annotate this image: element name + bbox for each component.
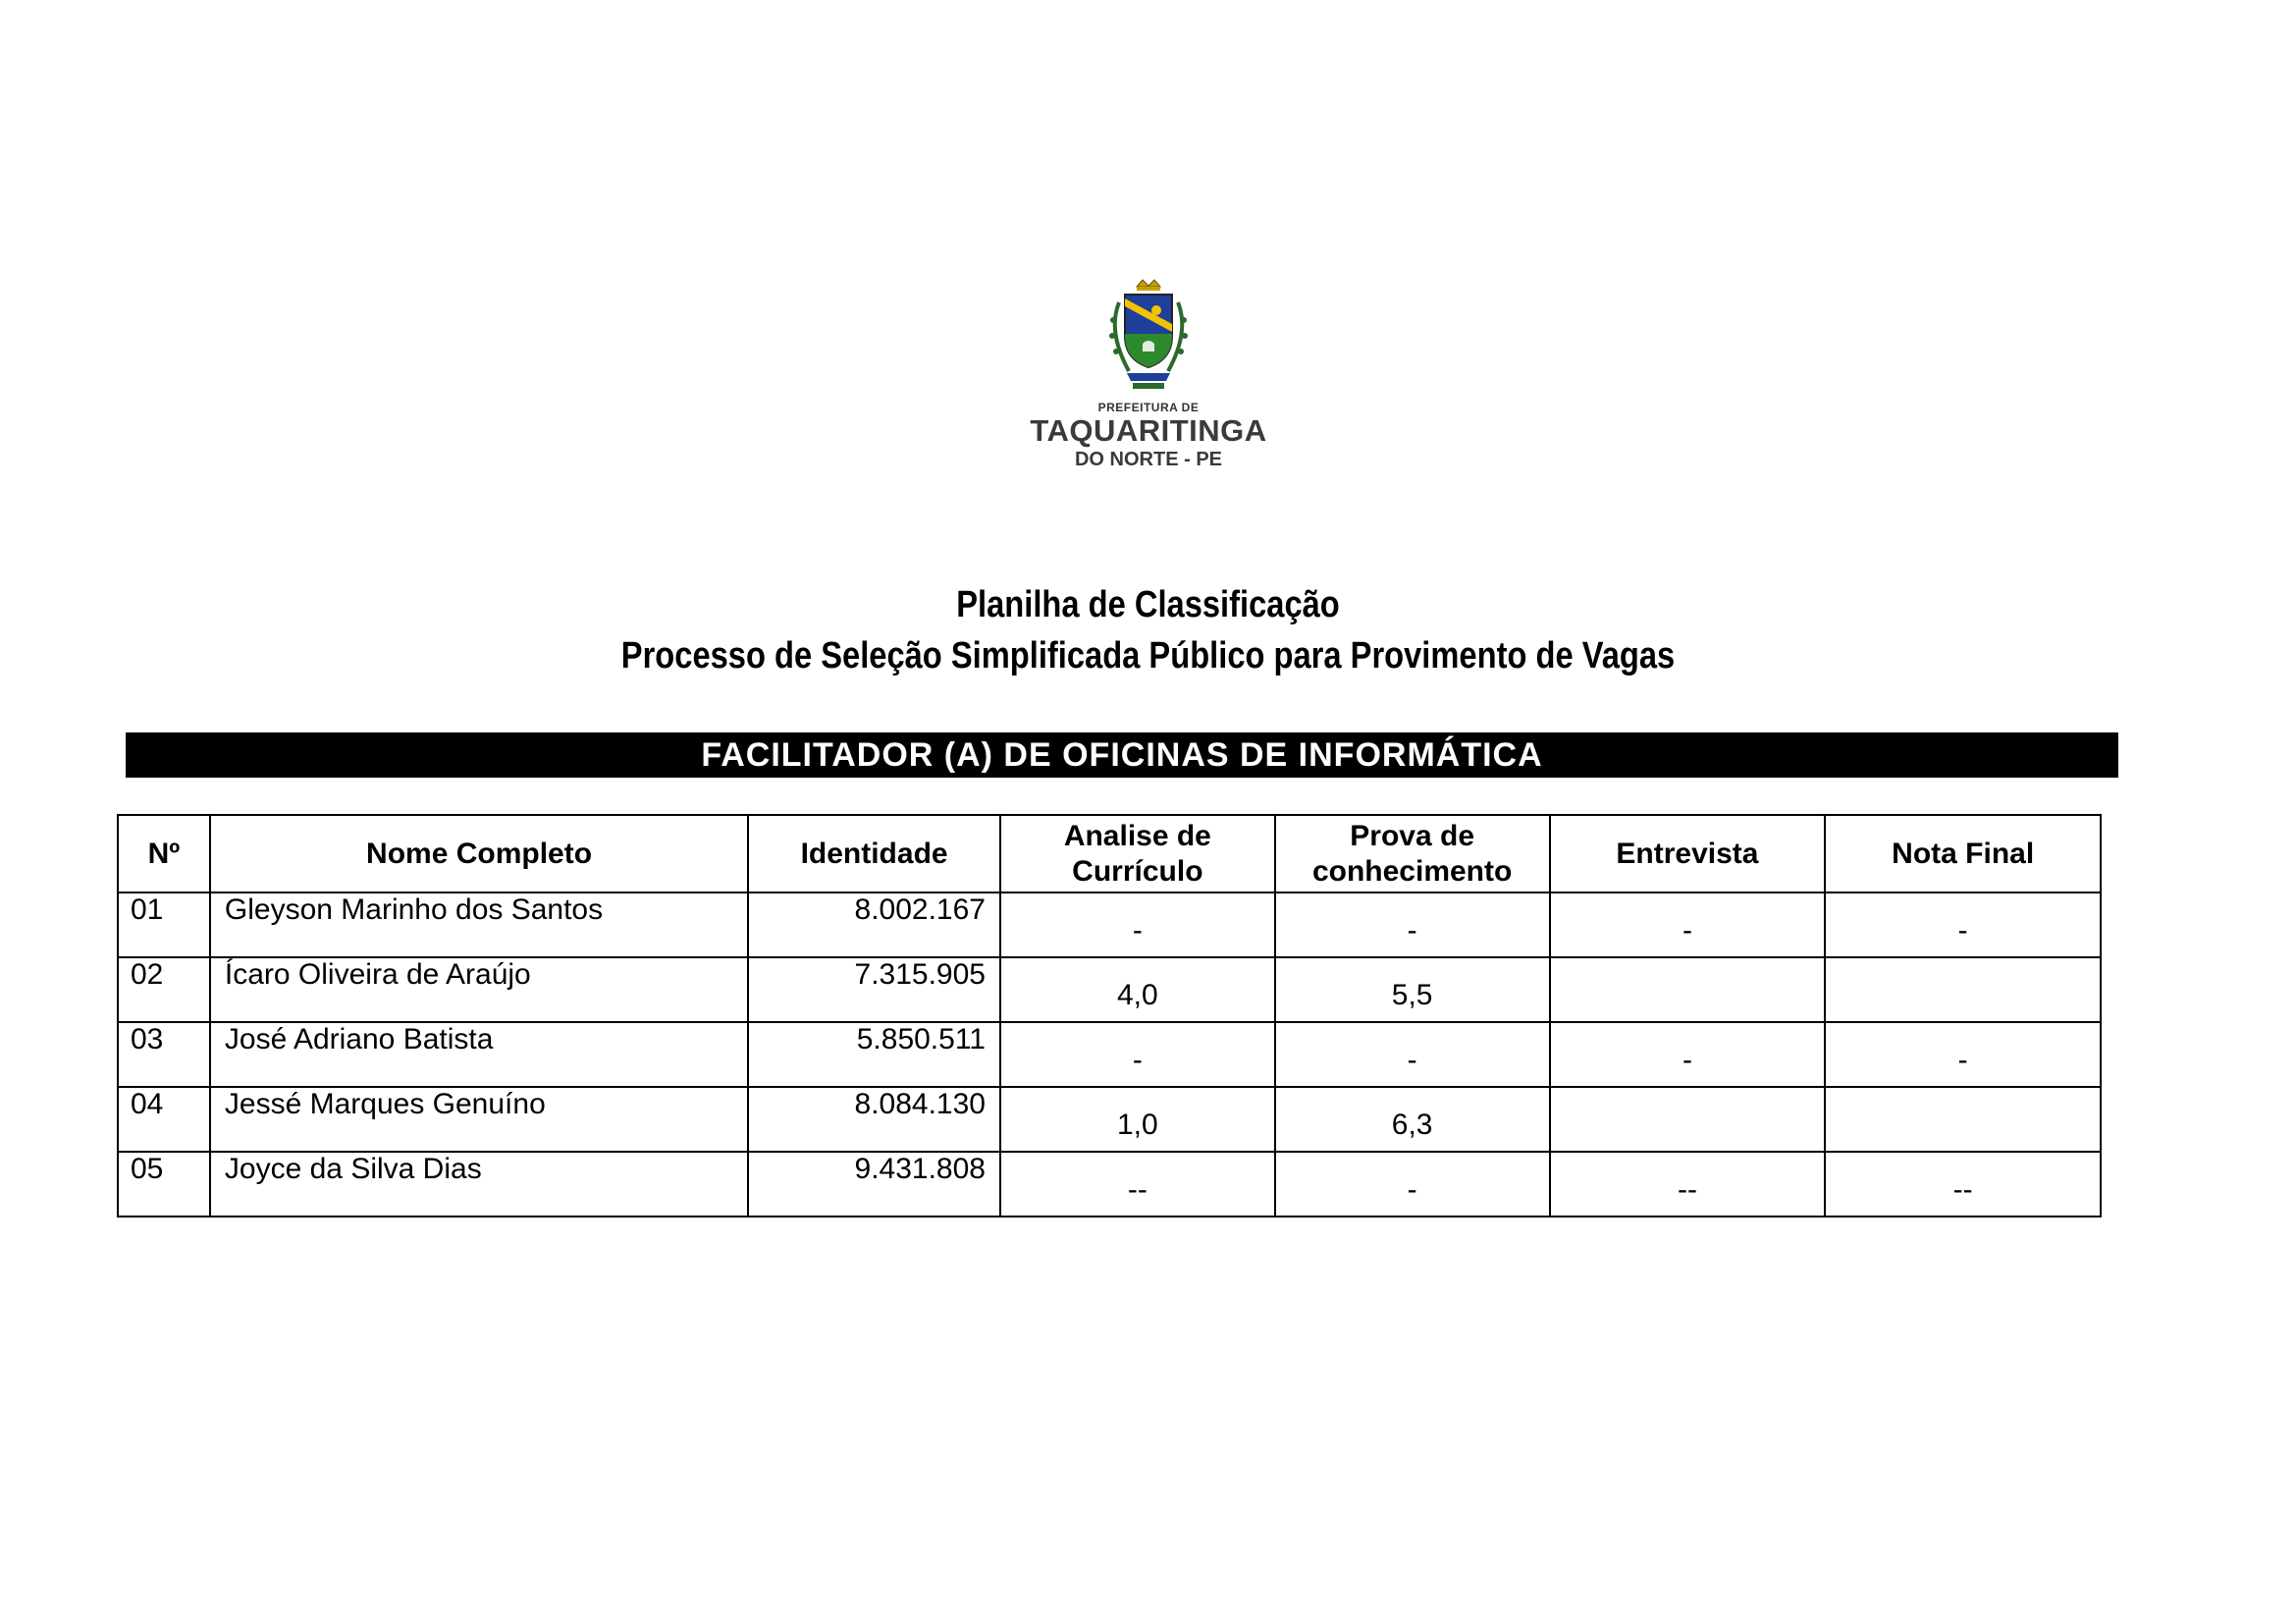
column-header-knowledge-test: Prova de conhecimento	[1275, 815, 1550, 893]
document-title: Planilha de Classificação	[956, 584, 1340, 625]
cell-final-grade: --	[1825, 1152, 2101, 1217]
table-row	[118, 893, 2101, 957]
table-header-row	[118, 815, 2101, 893]
cell-interview: --	[1550, 1152, 1826, 1217]
cell-identity: 5.850.511	[748, 1022, 1000, 1087]
cell-name: Ícaro Oliveira de Araújo	[210, 957, 748, 1022]
document-titles	[0, 579, 2296, 681]
cell-number: 01	[118, 893, 210, 957]
cell-number: 04	[118, 1087, 210, 1152]
cell-knowledge-test: 6,3	[1275, 1087, 1550, 1152]
table-row	[118, 1152, 2101, 1217]
cell-name: Joyce da Silva Dias	[210, 1152, 748, 1217]
section-title-bar: FACILITADOR (A) DE OFICINAS DE INFORMÁTICA	[126, 732, 2118, 778]
cell-interview	[1550, 957, 1826, 1022]
cell-identity: 9.431.808	[748, 1152, 1000, 1217]
column-header-number: Nº	[118, 815, 210, 893]
classification-table	[117, 814, 2102, 1217]
cell-final-grade	[1825, 1087, 2101, 1152]
cell-identity: 7.315.905	[748, 957, 1000, 1022]
cell-identity: 8.084.130	[748, 1087, 1000, 1152]
cell-final-grade: -	[1825, 893, 2101, 957]
cell-name: Jessé Marques Genuíno	[210, 1087, 748, 1152]
cell-knowledge-test: -	[1275, 1022, 1550, 1087]
cell-name: Gleyson Marinho dos Santos	[210, 893, 748, 957]
column-header-curriculum: Analise de Currículo	[1000, 815, 1275, 893]
column-header-name: Nome Completo	[210, 815, 748, 893]
cell-curriculum: 1,0	[1000, 1087, 1275, 1152]
table-row	[118, 1087, 2101, 1152]
cell-number: 05	[118, 1152, 210, 1217]
municipality-logo	[1001, 277, 1296, 483]
column-header-identity: Identidade	[748, 815, 1000, 893]
column-header-final-grade: Nota Final	[1825, 815, 2101, 893]
cell-curriculum: 4,0	[1000, 957, 1275, 1022]
cell-curriculum: -	[1000, 1022, 1275, 1087]
cell-number: 02	[118, 957, 210, 1022]
cell-final-grade: -	[1825, 1022, 2101, 1087]
table-row	[118, 957, 2101, 1022]
document-subtitle: Processo de Seleção Simplificada Público para Provimento de Vagas	[620, 635, 1676, 676]
coat-of-arms-icon	[1099, 277, 1198, 393]
cell-interview: -	[1550, 893, 1826, 957]
cell-interview: -	[1550, 1022, 1826, 1087]
table-row	[118, 1022, 2101, 1087]
cell-number: 03	[118, 1022, 210, 1087]
cell-knowledge-test: -	[1275, 893, 1550, 957]
cell-knowledge-test: 5,5	[1275, 957, 1550, 1022]
cell-curriculum: -	[1000, 893, 1275, 957]
cell-interview	[1550, 1087, 1826, 1152]
cell-name: José Adriano Batista	[210, 1022, 748, 1087]
cell-identity: 8.002.167	[748, 893, 1000, 957]
cell-final-grade	[1825, 957, 2101, 1022]
cell-knowledge-test: -	[1275, 1152, 1550, 1217]
column-header-interview: Entrevista	[1550, 815, 1826, 893]
logo-line-city: TAQUARITINGA	[1030, 413, 1267, 448]
logo-line-prefeitura: PREFEITURA DE	[1097, 401, 1200, 414]
logo-line-state: DO NORTE - PE	[1074, 449, 1222, 470]
cell-curriculum: --	[1000, 1152, 1275, 1217]
